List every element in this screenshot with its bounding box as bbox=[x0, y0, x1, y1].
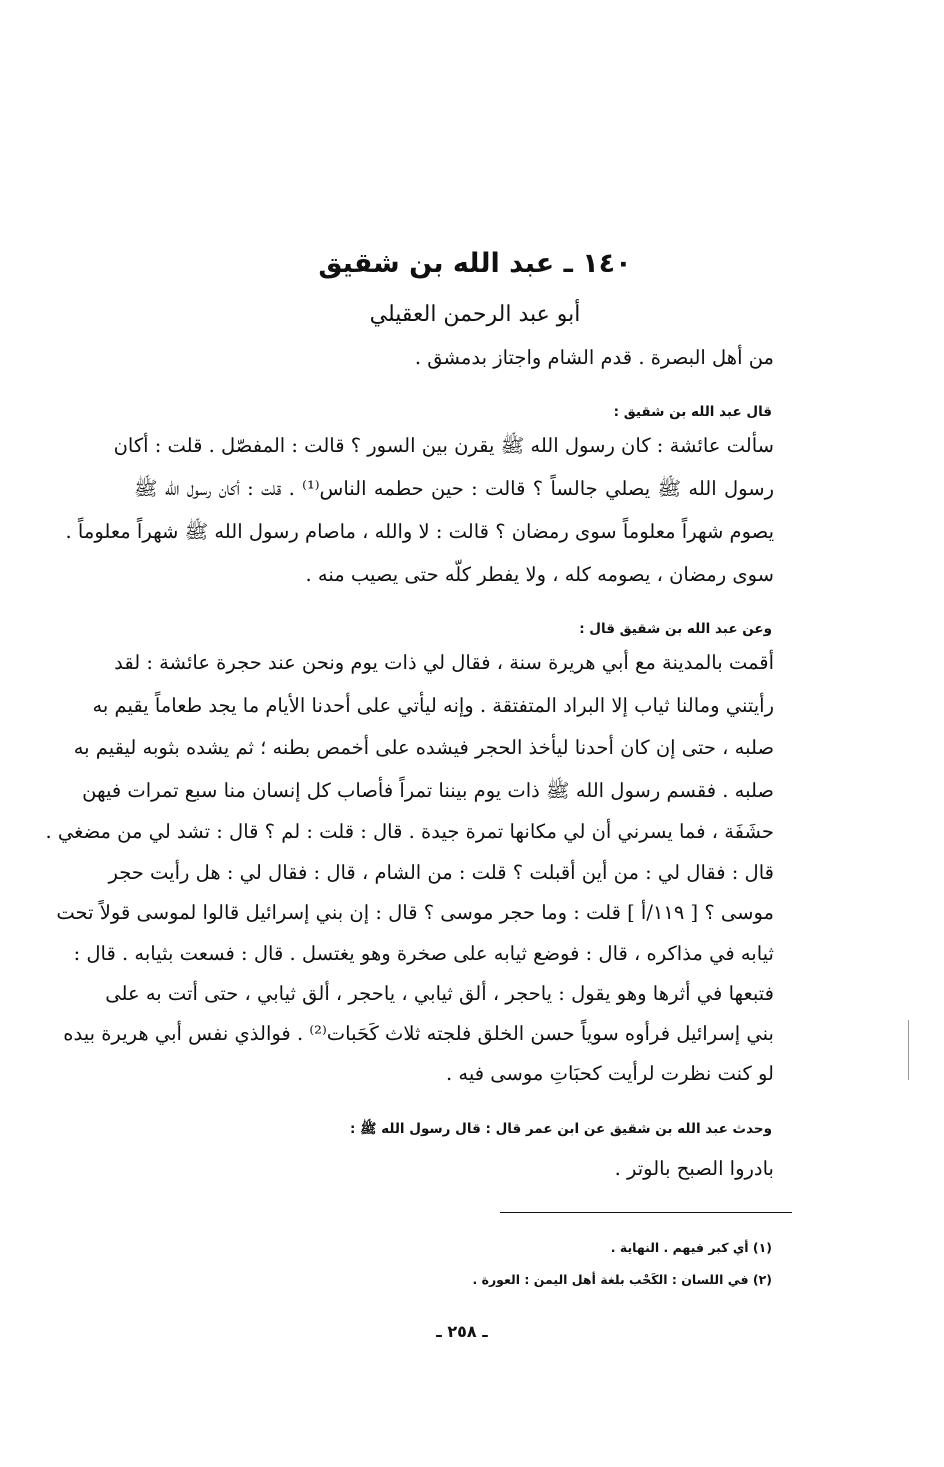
text-line: أقمت بالمدينة مع أبي هريرة سنة ، فقال لي ذات يوم ونحن عند حجرة عائشة : لقد bbox=[114, 651, 774, 674]
text-line: قال : فقال لي : من أين أقبلت ؟ قلت : من الشام ، قال : فقال لي : هل رأيت حجر bbox=[108, 861, 774, 884]
text-line: يصوم شهراً معلوماً سوى رمضان ؟ قالت : لا والله ، ماصام رسول الله ﷺ شهراً معلوماً . bbox=[65, 520, 774, 543]
text-line: بادروا الصبح بالوتر . bbox=[614, 1157, 774, 1180]
text-line: صلبه ، حتى إن كان أحدنا ليأخذ الحجر فيشده على أخمص بطنه ؛ ثم يشده بثوبه ليقيم به bbox=[73, 736, 774, 759]
text-line: صلبه . فقسم رسول الله ﷺ ذات يوم بيننا تمراً فأصاب كل إنسان منا سبع تمرات فيهن bbox=[82, 779, 774, 802]
margin-mark bbox=[908, 1020, 909, 1080]
text-line: رأيتني ومالنا ثياب إلا البراد المتفتقة . وإنه ليأتي على أحدنا الأيام ما يجد طعاماً يقيم به bbox=[92, 694, 774, 717]
text-line: رسول الله ﷺ يصلي جالساً ؟ قالت : حين حطمه الناس⁽¹⁾ . قلت : أكان رسول الله ﷺ bbox=[134, 477, 775, 500]
section-label: وعن عبد الله بن شقيق قال : bbox=[579, 621, 772, 637]
section-label: قال عبد الله بن شقيق : bbox=[613, 404, 772, 420]
text-line: سألت عائشة : كان رسول الله ﷺ يقرن بين السور ؟ قالت : المفصّل . قلت : أكان bbox=[113, 434, 774, 457]
entry-origin: من أهل البصرة . قدم الشام واجتاز بدمشق . bbox=[414, 346, 774, 369]
text-line: حشَفَة ، فما يسرني أن لي مكانها تمرة جيدة . قال : قلت : لم ؟ قال : تشد لي من مضغي . bbox=[45, 820, 774, 843]
section-label: وحدث عبد الله بن شقيق عن ابن عمر قال : قال رسول الله ﷺ : bbox=[350, 1121, 772, 1137]
page-number: ـ ٢٥٨ ـ bbox=[436, 1322, 488, 1341]
text-line: ثيابه في مذاكره ، قال : فوضع ثيابه على صخرة وهو يغتسل . قال : فسعت بثيابه . قال : bbox=[73, 942, 774, 965]
text-line: لو كنت نظرت لرأيت كحبَاتِ موسى فيه . bbox=[446, 1062, 774, 1085]
footnote: (٢) في اللسان : الكَحْب بلغة أهل اليمن : العورة . bbox=[472, 1272, 772, 1287]
text-line: موسى ؟ [ ١١٩/أ ] قلت : وما حجر موسى ؟ قال : إن بني إسرائيل قالوا لموسى قولاً تحت bbox=[56, 901, 774, 924]
text-line: بني إسرائيل فرأوه سوياً حسن الخلق فلجته ثلاث كَحَبات⁽²⁾ . فوالذي نفس أبي هريرة بيده bbox=[63, 1022, 774, 1045]
text-line: فتبعها في أثرها وهو يقول : ياحجر ، ألق ثيابي ، ياحجر ، ألق ثيابي ، حتى أتت به على bbox=[105, 982, 774, 1005]
footnote-divider bbox=[500, 1212, 792, 1213]
footnote: (١) أي كبر فيهم . النهاية . bbox=[610, 1240, 772, 1255]
entry-title: ١٤٠ ـ عبد الله بن شقيق bbox=[318, 248, 632, 279]
text-line: سوى رمضان ، يصومه كله ، ولا يفطر كلّه حتى يصيب منه . bbox=[305, 563, 774, 586]
entry-kunya: أبو عبد الرحمن العقيلي bbox=[369, 302, 581, 327]
